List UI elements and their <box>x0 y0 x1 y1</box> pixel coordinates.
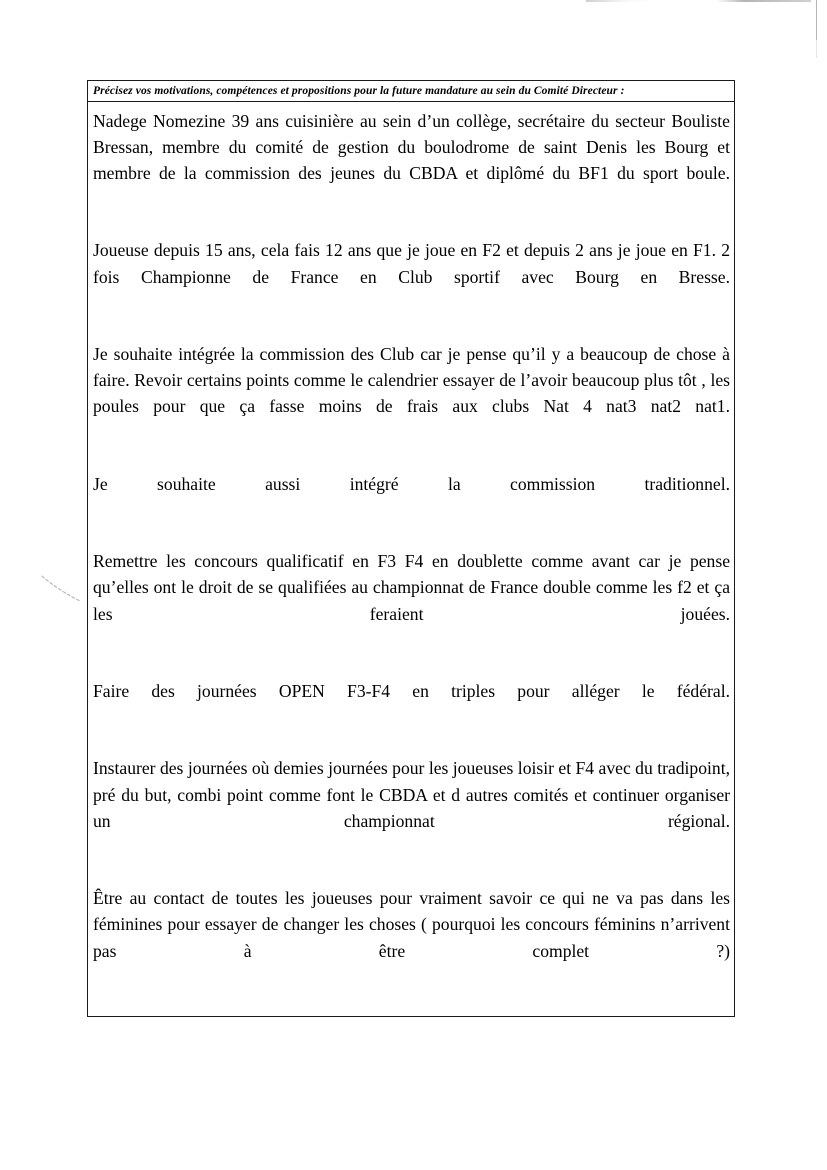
answer-paragraph: Je souhaite aussi intégré la commission traditionnel. <box>93 473 730 494</box>
scan-right-page-edge-lower <box>816 40 817 58</box>
answer-paragraph: Être au contact de toutes les joueuses pour vraiment savoir ce qui ne va pas dans les féminines pour essayer de changer les choses ( pourquoi les concours féminins n’arrivent pas à être complet ?) <box>93 888 730 961</box>
motivations-form-box <box>87 80 735 1017</box>
form-field-label: Précisez vos motivations, compétences et propositions pour la future mandature au sein du Comité Directeur : <box>88 81 734 102</box>
answer-paragraph: Nadege Nomezine 39 ans cuisinière au sein d’un collège, secrétaire du secteur Bouliste Bressan, membre du comité de gestion du boulodrome de saint Denis les Bourg et membre de la commission des jeunes du CBDA et diplômé du BF1 du sport boule. <box>93 110 730 183</box>
left-margin-pen-mark <box>40 572 84 606</box>
scan-right-page-edge <box>816 0 817 40</box>
answer-paragraph: Instaurer des journées où demies journées pour les joueuses loisir et F4 avec du tradipoint, pré du but, combi point comme font le CBDA et d autres comités et continuer organiser un championnat régional. <box>93 758 730 831</box>
answer-paragraph: Je souhaite intégrée la commission des Club car je pense qu’il y a beaucoup de chose à faire. Revoir certains points comme le calendrier essayer de l’avoir beaucoup plus tôt , les poules pour que ça fasse moins de frais aux clubs Nat 4 nat3 nat2 nat1. <box>93 343 730 417</box>
answer-paragraph: Joueuse depuis 15 ans, cela fais 12 ans que je joue en F2 et depuis 2 ans je joue en F1. 2 fois Championne de France en Club sportif avec Bourg en Bresse. <box>93 240 730 287</box>
answer-paragraph: Remettre les concours qualificatif en F3 F4 en doublette comme avant car je pense qu’elles ont le droit de se qualifiées au championnat de France double comme les f2 et ça les feraient jouées. <box>93 551 730 624</box>
form-field-answer-area[interactable] <box>88 102 734 994</box>
scan-top-edge-artifact <box>586 0 811 2</box>
answer-paragraph: Faire des journées OPEN F3-F4 en triples pour alléger le fédéral. <box>93 680 730 701</box>
